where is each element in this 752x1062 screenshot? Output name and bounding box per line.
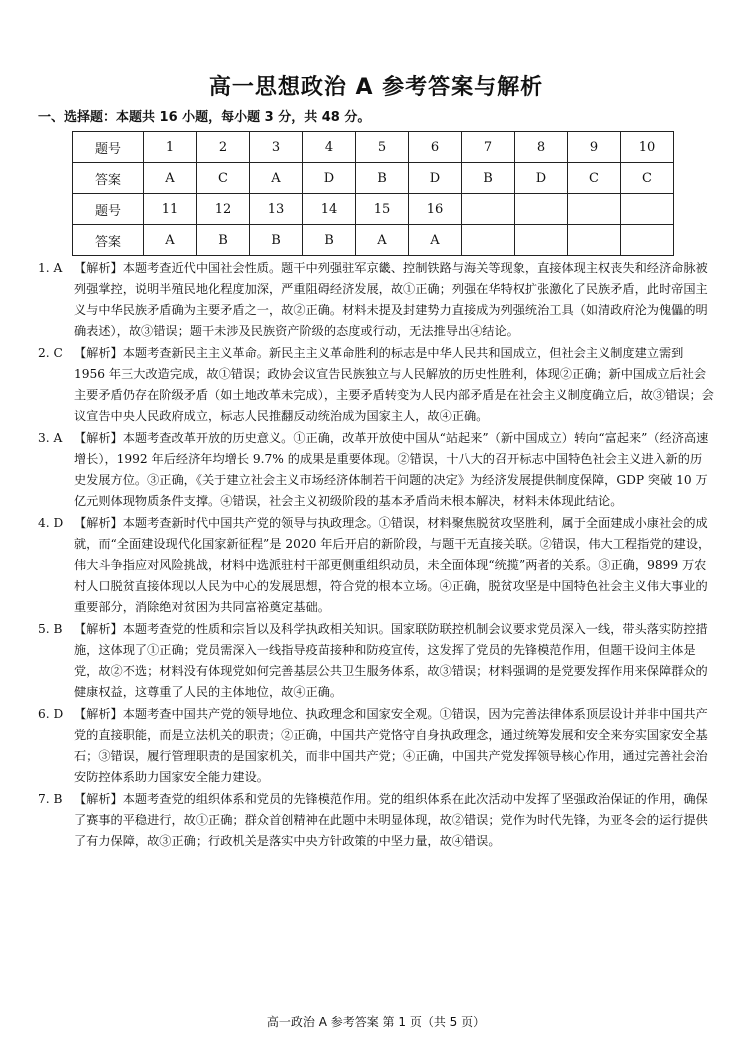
- table-cell: A: [144, 163, 197, 194]
- row-header-cell: 答案: [73, 225, 144, 256]
- table-cell: 1: [144, 132, 197, 163]
- item-number: 1. A: [38, 261, 63, 275]
- table-cell: D: [515, 163, 568, 194]
- table-row: [73, 163, 674, 194]
- table-cell: B: [250, 225, 303, 256]
- table-cell: [568, 194, 621, 225]
- item-text: 【解析】本题考查新民主主义革命。新民主主义革命胜利的标志是中华人民共和国成立，但社会主义制度建立需到 1956 年三大改造完成，故①错误；政协会议宣告民族独立与人民解放的历史性胜利，体现②正确；新中国成立后社会主要矛盾仍存在阶级矛盾（如土地改革未完成），主要矛盾转变为人民内部矛盾是在社会主义制度确立后，故③错误；会议宣告中央人民政府成立，标志人民推翻反动统治成为国家主人，故④正确。: [74, 346, 714, 423]
- explanation-list: [38, 258, 714, 853]
- explanation-item: [38, 789, 714, 852]
- explanation-item: [38, 704, 714, 788]
- explanation-item: [38, 258, 714, 342]
- table-cell: 13: [250, 194, 303, 225]
- table-cell: [515, 194, 568, 225]
- item-number: 3. A: [38, 431, 63, 445]
- table-cell: [621, 225, 674, 256]
- table-cell: [462, 225, 515, 256]
- explanation-item: [38, 513, 714, 618]
- section-heading: 一、选择题：本题共 16 小题，每小题 3 分，共 48 分。: [38, 110, 371, 125]
- table-cell: 3: [250, 132, 303, 163]
- item-text: 【解析】本题考查近代中国社会性质。题干中列强驻军京畿、控制铁路与海关等现象，直接体现主权丧失和经济命脉被列强掌控，说明半殖民地化程度加深，严重阻碍经济发展，故①正确；列强在华特权扩张激化了民族矛盾，此时帝国主义与中华民族矛盾确为主要矛盾之一，故②正确。材料未提及封建势力直接成为列强统治工具（如清政府沦为傀儡的明确表述），故③错误；题干未涉及民族资产阶级的态度或行动，无法推导出④结论。: [74, 261, 708, 338]
- row-header-cell: 题号: [73, 132, 144, 163]
- item-number: 6. D: [38, 707, 64, 721]
- row-header-cell: 答案: [73, 163, 144, 194]
- explanation-item: [38, 428, 714, 512]
- page-footer: 高一政治 A 参考答案 第 1 页（共 5 页）: [266, 1015, 486, 1029]
- item-text: 【解析】本题考查党的性质和宗旨以及科学执政相关知识。国家联防联控机制会议要求党员深入一线，带头落实防控措施，这体现了①正确；党员需深入一线指导疫苗接种和防疫宣传，这发挥了党员的先锋模范作用，但题干设问主体是党，故②不选；材料没有体现党如何完善基层公共卫生服务体系，故③错误；材料强调的是党要发挥作用来保障群众的健康权益，这尊重了人民的主体地位，故④正确。: [74, 622, 708, 699]
- table-cell: 5: [356, 132, 409, 163]
- table-row: [73, 132, 674, 163]
- answer-table: [72, 131, 674, 256]
- table-cell: [515, 225, 568, 256]
- table-cell: B: [303, 225, 356, 256]
- page-title: 高一思想政治 A 参考答案与解析: [208, 75, 544, 100]
- table-cell: D: [303, 163, 356, 194]
- table-cell: [568, 225, 621, 256]
- item-number: 7. B: [38, 792, 63, 806]
- table-row: [73, 225, 674, 256]
- table-cell: 4: [303, 132, 356, 163]
- table-cell: 9: [568, 132, 621, 163]
- item-number: 2. C: [38, 346, 63, 360]
- item-number: 5. B: [38, 622, 63, 636]
- table-cell: 6: [409, 132, 462, 163]
- explanation-item: [38, 343, 714, 427]
- table-cell: 2: [197, 132, 250, 163]
- table-cell: B: [356, 163, 409, 194]
- table-cell: 11: [144, 194, 197, 225]
- item-text: 【解析】本题考查党的组织体系和党员的先锋模范作用。党的组织体系在此次活动中发挥了坚强政治保证的作用，确保了赛事的平稳进行，故①正确；群众首创精神在此题中未明显体现，故②错误；党作为时代先锋，为亚冬会的运行提供了有力保障，故③正确；行政机关是落实中央方针政策的中坚力量，故④错误。: [74, 792, 708, 848]
- table-cell: C: [197, 163, 250, 194]
- table-cell: 10: [621, 132, 674, 163]
- item-text: 【解析】本题考查改革开放的历史意义。①正确，改革开放使中国从“站起来”（新中国成立）转向“富起来”（经济高速增长），1992 年后经济年均增长 9.7% 的成果是重要体现。②错误，十八大的召开标志中国特色社会主义进入新的历史发展方位。③正确，《关于建立社会主义市场经济体制若干问题的决定》为经济发展提供制度保障，GDP 突破 10 万亿元则体现物质条件支撑。④错误，社会主义初级阶段的基本矛盾尚未根本解决，材料未体现此结论。: [74, 431, 709, 508]
- item-text: 【解析】本题考查中国共产党的领导地位、执政理念和国家安全观。①错误，因为完善法律体系顶层设计并非中国共产党的直接职能，而是立法机关的职责；②正确，中国共产党恪守自身执政理念，通过统筹发展和安全来夯实国家安全基石；③错误，履行管理职责的是国家机关，而非中国共产党；④正确，中国共产党发挥领导核心作用，通过完善社会治安防控体系助力国家安全能力建设。: [74, 707, 708, 784]
- table-cell: A: [409, 225, 462, 256]
- table-cell: C: [621, 163, 674, 194]
- table-cell: C: [568, 163, 621, 194]
- explanation-item: [38, 619, 714, 703]
- table-cell: 7: [462, 132, 515, 163]
- item-number: 4. D: [38, 516, 64, 530]
- table-cell: A: [144, 225, 197, 256]
- table-cell: 8: [515, 132, 568, 163]
- table-cell: D: [409, 163, 462, 194]
- table-cell: 14: [303, 194, 356, 225]
- row-header-cell: 题号: [73, 194, 144, 225]
- table-cell: [621, 194, 674, 225]
- table-cell: B: [197, 225, 250, 256]
- table-row: [73, 194, 674, 225]
- table-cell: 12: [197, 194, 250, 225]
- table-cell: [462, 194, 515, 225]
- item-text: 【解析】本题考查新时代中国共产党的领导与执政理念。①错误，材料聚焦脱贫攻坚胜利，属于全面建成小康社会的成就，而“全面建设现代化国家新征程”是 2020 年后开启的新阶段，与题干无直接关联。②错误，伟大工程指党的建设，伟大斗争指应对风险挑战，材料中选派驻村干部更侧重组织动员，未全面体现“统揽”两者的关系。③正确，9899 万农村人口脱贫直接体现以人民为中心的发展思想，符合党的根本立场。④正确，脱贫攻坚是中国特色社会主义伟大事业的重要部分，消除绝对贫困为共同富裕奠定基础。: [74, 516, 711, 614]
- table-cell: 15: [356, 194, 409, 225]
- table-cell: A: [356, 225, 409, 256]
- table-cell: B: [462, 163, 515, 194]
- table-cell: A: [250, 163, 303, 194]
- table-cell: 16: [409, 194, 462, 225]
